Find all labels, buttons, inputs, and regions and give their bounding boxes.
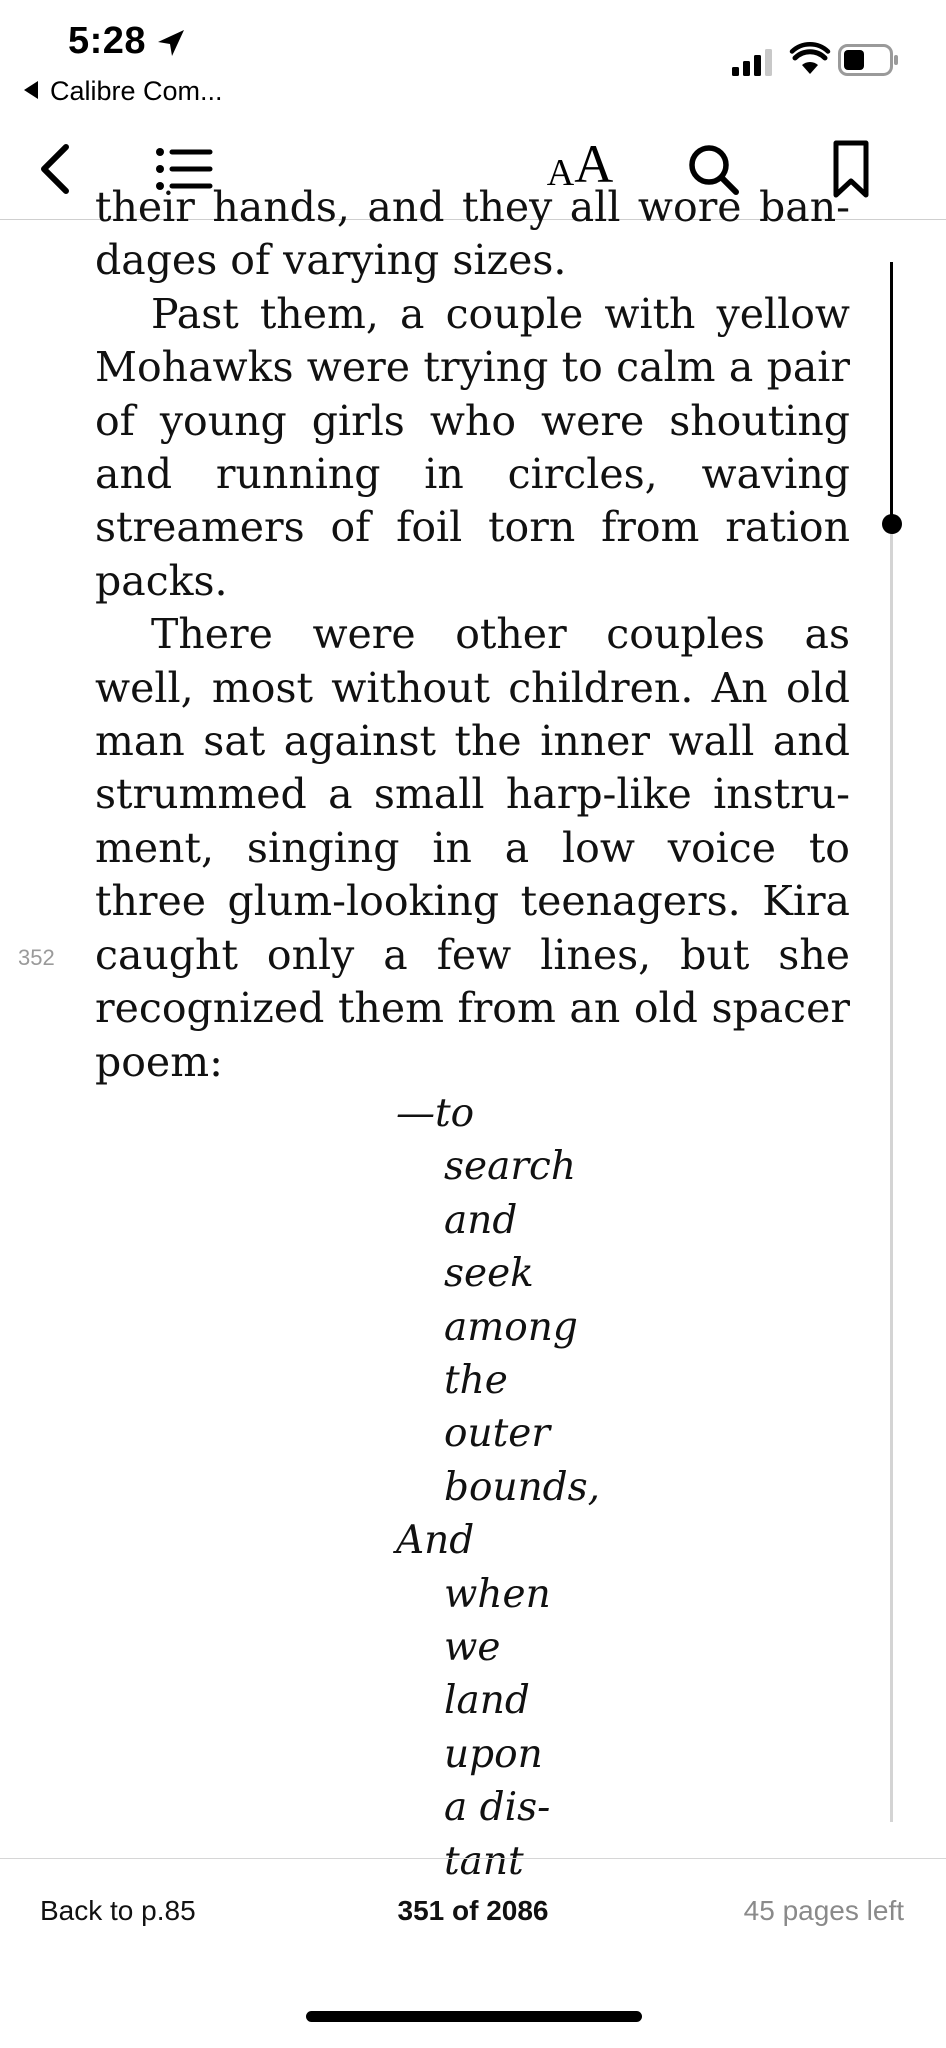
poem-line: and bbox=[444, 1197, 518, 1243]
battery-icon bbox=[838, 44, 900, 76]
reader-footer bbox=[0, 1858, 946, 2048]
poem-line: upon bbox=[444, 1731, 543, 1777]
poem-line: tant bbox=[444, 1838, 524, 1884]
back-to-page-link[interactable]: Back to p.85 bbox=[40, 1895, 196, 1926]
body-text bbox=[95, 181, 850, 1089]
poem-line: when bbox=[444, 1571, 551, 1617]
poem-line: the bbox=[444, 1358, 508, 1404]
poem-line: And bbox=[396, 1518, 475, 1564]
poem-line: outer bbox=[444, 1411, 550, 1457]
back-triangle-icon bbox=[24, 81, 38, 99]
poem-block bbox=[396, 1087, 600, 1888]
text-size-small-a: A bbox=[546, 152, 575, 194]
poem-line: search bbox=[444, 1144, 576, 1190]
poem-line: we bbox=[444, 1625, 501, 1671]
status-time: 5:28 bbox=[68, 20, 147, 62]
cellular-signal-icon bbox=[732, 48, 776, 76]
back-app-label: Calibre Com... bbox=[50, 76, 223, 106]
home-indicator[interactable] bbox=[306, 2011, 642, 2022]
poem-line: a dis- bbox=[444, 1785, 551, 1831]
pages-left-label: 45 pages left bbox=[743, 1895, 904, 1926]
paragraph: There were other couples as well, most without children. An old man sat against the inner wall and strummed a small harp-like instru-ment, singing in a low voice to three glum-looking teenagers. Kira caught only a few lines, but she recognized them from an old spacer poem: bbox=[95, 610, 850, 1086]
poem-line: among bbox=[444, 1304, 578, 1350]
poem-line: —to bbox=[396, 1091, 475, 1136]
back-chevron-icon[interactable] bbox=[30, 137, 80, 201]
progress-scrubber-fill bbox=[890, 262, 893, 524]
page-indicator: 351 of 2086 bbox=[397, 1895, 549, 1926]
paragraph: their hands, and they all wore ban-dages of varying sizes. bbox=[95, 183, 850, 285]
poem-line: seek bbox=[444, 1251, 534, 1297]
back-to-app-link[interactable] bbox=[24, 76, 223, 107]
location-arrow-icon bbox=[155, 27, 187, 59]
progress-scrubber-knob[interactable] bbox=[882, 514, 902, 534]
wifi-icon bbox=[790, 42, 830, 76]
text-size-big-a: A bbox=[574, 134, 614, 194]
paragraph: Past them, a couple with yellow Mohawks were trying to calm a pair of young girls who were shouting and running in circles, waving streamers of foil torn from ration packs. bbox=[95, 289, 850, 605]
book-page[interactable] bbox=[0, 183, 946, 1884]
poem-line: bounds, bbox=[444, 1464, 601, 1510]
page-number-marker: 352 bbox=[18, 945, 55, 970]
status-bar bbox=[0, 0, 946, 115]
poem-line: land bbox=[444, 1678, 530, 1724]
